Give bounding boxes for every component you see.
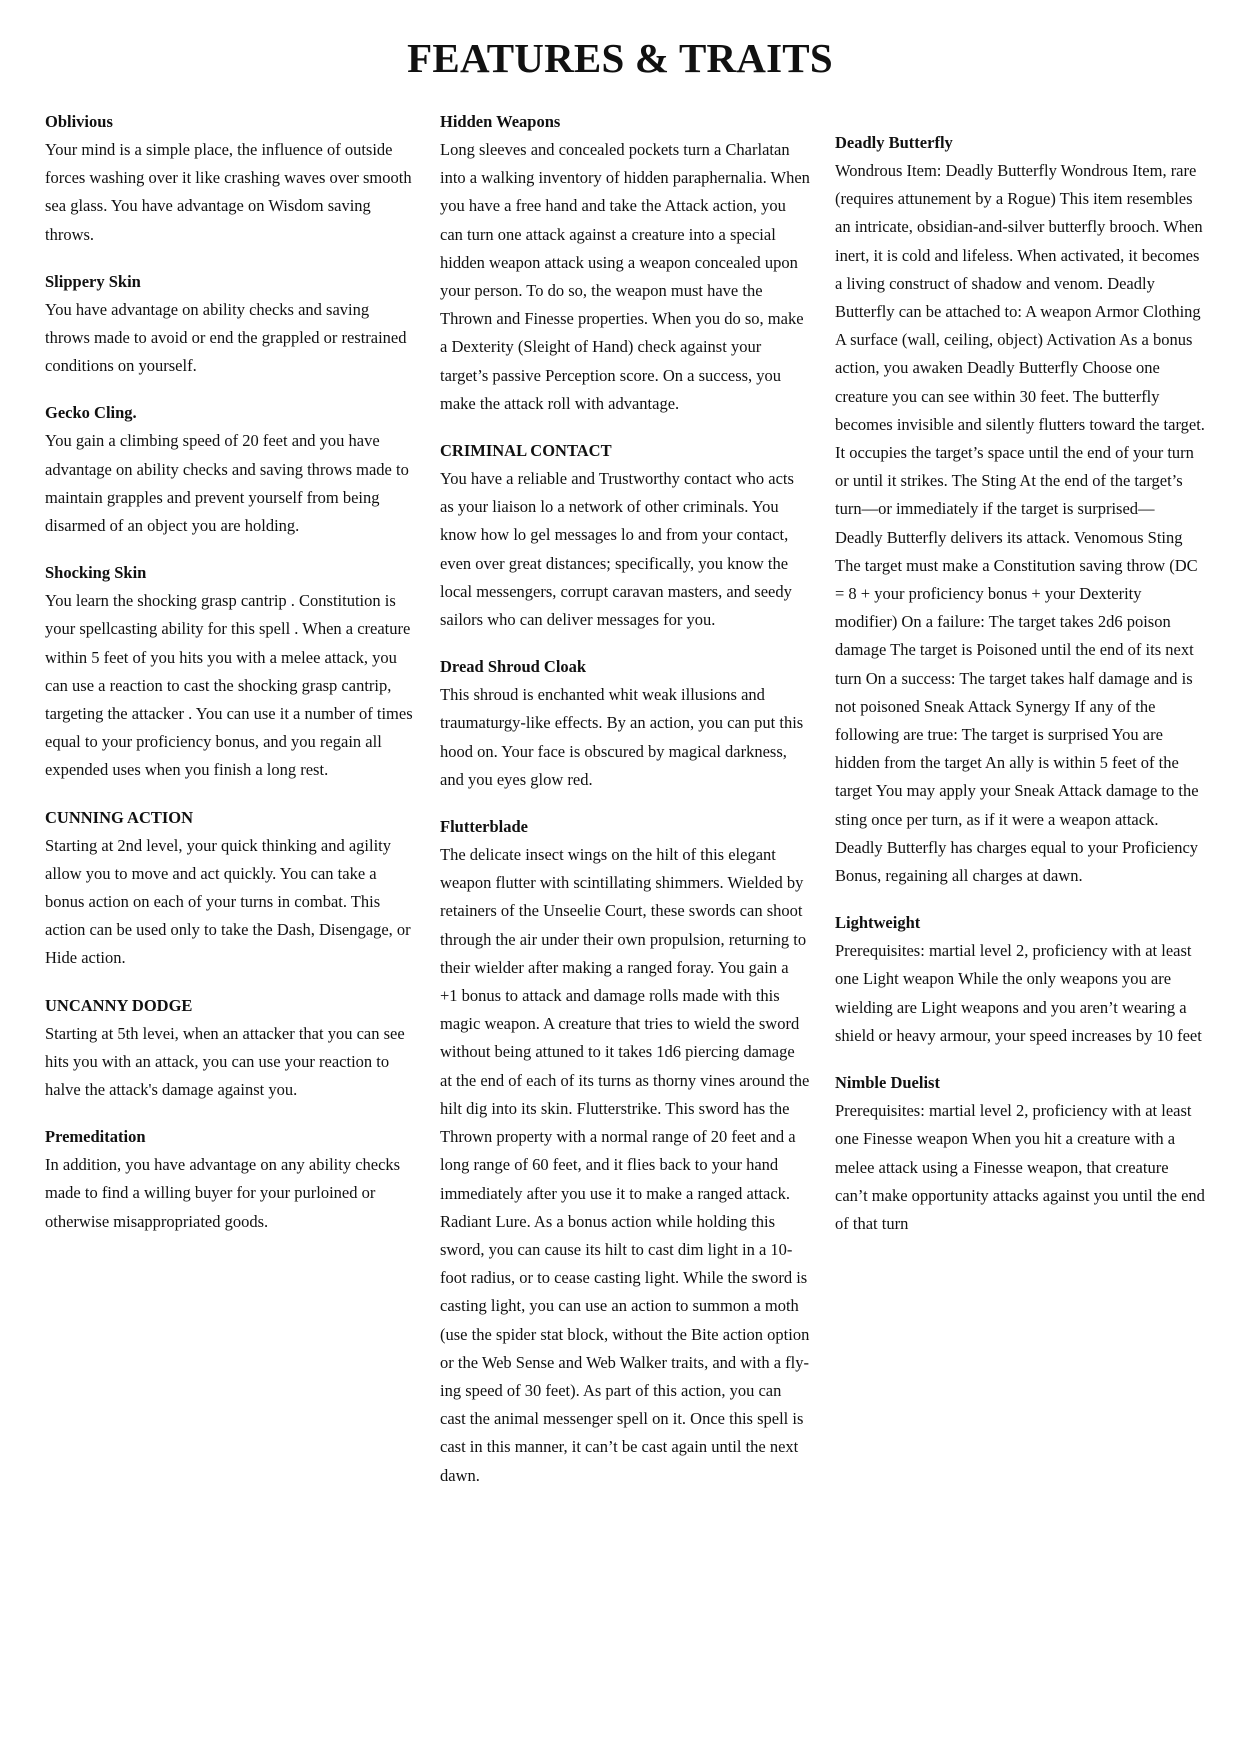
trait-description: Wondrous Item: Deadly Butterfly Wondrous Item, rare (requires attunement by a Rogue) This item resembles an intricate, obsidian-and-silver butterfly brooch. When inert, it is cold and lifeless. When activated, it becomes a living construct of shadow and venom. Deadly Butterfly can be attached to: A weapon Armor Clothing A surface (wall, ceiling, object) Activation As a bonus action, you awaken Deadly Butterfly Choose one creature you can see within 30 feet. The butterfly becomes invisible and silently flutters toward the target. It occupies the target’s space until the end of your turn or until it strikes. The Sting At the end of the target’s turn—or immediately if the target is surprised— Deadly Butterfly delivers its attack. Venomous Sting The target must make a Constitution saving throw (DC = 8 + your proficiency bonus + your Dexterity modifier) On a failure: The target takes 2d6 poison damage The target is Poisoned until the end of its next turn On a success: The target takes half damage and is not poisoned Sneak Attack Synergy If any of the following are true: The target is surprised You are hidden from the target An ally is within 5 feet of the target You may apply your Sneak Attack damage to the sting once per turn, as if it were a weapon attack. Deadly Butterfly has charges equal to your Proficiency Bonus, regaining all charges at dawn. [835, 161, 1205, 886]
item-deadly-butterfly [835, 129, 1205, 890]
trait-heading: Hidden Weapons [440, 112, 561, 131]
trait-heading: Dread Shroud Cloak [440, 657, 587, 677]
trait-heading: Slippery Skin [45, 271, 141, 291]
trait-description: In addition, you have advantage on any ability checks made to find a willing buyer for your purloined or otherwise misappropriated goods. [45, 1155, 401, 1231]
trait-premeditation [45, 1123, 415, 1236]
page-title: FEATURES & TRAITS [407, 35, 833, 81]
trait-heading: Nimble Duelist [835, 1073, 940, 1093]
trait-gecko-cling [45, 399, 415, 540]
trait-heading: UNCANNY DODGE [45, 995, 193, 1015]
trait-heading: Shocking Skin [45, 563, 147, 583]
trait-heading: Lightweight [835, 913, 921, 933]
trait-description: You have a reliable and Trustworthy contact who acts as your liaison lo a network of other criminals. You know how lo gel messages lo and from your contact, even over great distances; specifically, you know the local messengers, corrupt caravan masters, and seedy sailors who can deliver messages for you. [440, 469, 794, 630]
trait-description: Your mind is a simple place, the influence of outside forces washing over it like crashing waves over smooth sea glass. You have advantage on Wisdom saving throws. [45, 140, 412, 244]
trait-description: Starting at 2nd level, your quick thinking and agility allow you to move and act quickly. You can take a bonus action on each of your turns in combat. This action can be used only to take the Dash, Disengage, or Hide action. [45, 835, 411, 968]
trait-heading: Gecko Cling. [45, 403, 137, 423]
trait-description: Long sleeves and concealed pockets turn a Charlatan into a walking inventory of hidden paraphernalia. When you have a free hand and take the Attack action, you can turn one attack against a creature into a special hidden weapon attack using a weapon concealed upon your person. To do so, the weapon must have the Thrown and Finesse properties. When you do so, make a Dexterity (Sleight of Hand) check against your target’s passive Perception score. On a success, you make the attack roll with advantage. [440, 140, 810, 413]
trait-shocking-skin [45, 559, 415, 784]
trait-heading: Oblivious [45, 112, 113, 131]
trait-hidden-weapons [440, 108, 810, 418]
trait-description: You learn the shocking grasp cantrip . Constitution is your spellcasting ability for this spell . When a creature within 5 feet of you hits you with a melee attack, you can use a reaction to cast the shocking grasp cantrip, targeting the attacker . You can use it a number of times equal to your proficiency bonus, and you regain all expended uses when you finish a long rest. [45, 591, 413, 780]
trait-slippery-skin [45, 268, 415, 381]
feat-nimble-duelist [835, 1069, 1205, 1238]
trait-heading: Flutterblade [440, 817, 528, 837]
trait-description: You gain a climbing speed of 20 feet and you have advantage on ability checks and saving throws made to maintain grapples and prevent yourself from being disarmed of an object you are holding. [45, 431, 409, 536]
feat-lightweight [835, 909, 1205, 1050]
trait-cunning-action [45, 804, 415, 973]
trait-heading: CUNNING ACTION [45, 807, 194, 827]
trait-description: Prerequisites: martial level 2, proficiency with at least one Light weapon While the only weapons you are wielding are Light weapons and you aren’t wearing a shield or heavy armour, your speed increases by 10 feet [835, 941, 1202, 1045]
trait-heading: Premeditation [45, 1127, 146, 1147]
trait-oblivious [45, 108, 415, 249]
item-dread-shroud-cloak [440, 653, 810, 794]
middle-column [440, 108, 810, 1509]
right-column [835, 129, 1205, 1257]
trait-criminal-contact [440, 437, 810, 634]
trait-description: Prerequisites: martial level 2, proficiency with at least one Finesse weapon When you hit a creature with a melee attack using a Finesse weapon, that creature can’t make opportunity attacks against you until the end of that turn [835, 1101, 1205, 1233]
trait-uncanny-dodge [45, 992, 415, 1105]
trait-description: You have advantage on ability checks and saving throws made to avoid or end the grappled or restrained conditions on yourself. [45, 299, 407, 376]
item-flutterblade [440, 813, 810, 1490]
trait-description: This shroud is enchanted whit weak illusions and traumaturgy-like effects. By an action, you can put this hood on. Your face is obscured by magical darkness, and you eyes glow red. [440, 685, 804, 789]
left-column [45, 108, 415, 1255]
trait-description: Starting at 5th levei, when an attacker that you can see hits you with an attack, you can use your reaction to halve the attack's damage against you. [45, 1023, 405, 1100]
trait-heading: Deadly Butterfly [835, 133, 953, 152]
trait-description: The delicate insect wings on the hilt of this elegant weapon flutter with scintillating shimmers. Wielded by retainers of the Unseelie Court, these swords can shoot through the air under their own propulsion, returning to their wielder after making a ranged foray. You gain a +1 bonus to attack and damage rolls made with this magic weapon. A creature that tries to wield the sword without being attuned to it takes 1d6 piercing damage at the end of each of its turns as thorny vines around the hilt dig into its skin. Flutterstrike. This sword has the Thrown property with a normal range of 20 feet and a long range of 60 feet, and it flies back to your hand immediately after you use it to make a ranged attack. Radiant Lure. As a bonus action while holding this sword, you can cause its hilt to cast dim light in a 10- foot radius, or to cease casting light. While the sword is casting light, you can use an action to summon a moth (use the spider stat block, without the Bite action option or the Web Sense and Web Walker traits, and with a fly- ing speed of 30 feet). As part of this action, you can cast the animal messenger spell on it. Once this spell is cast in this manner, it can’t be cast again until the next dawn. [440, 845, 810, 1485]
trait-heading: CRIMINAL CONTACT [440, 441, 612, 461]
